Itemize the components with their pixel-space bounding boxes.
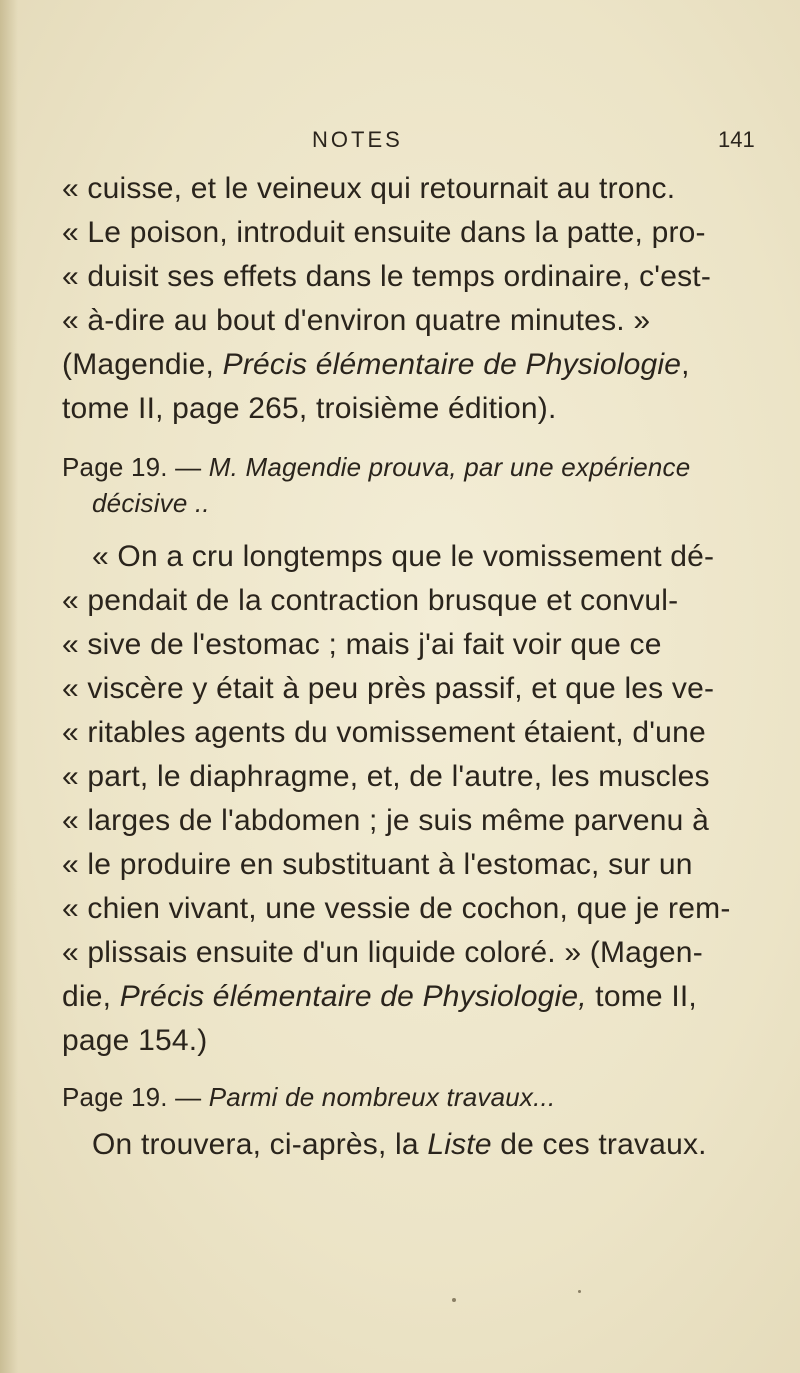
quote-citation-page: page 154.): [62, 1024, 208, 1057]
note-heading-2-label: Page 19. —: [62, 1082, 209, 1112]
closing-lead: On trouvera, ci-après, la: [92, 1128, 428, 1161]
quote-citation-volume: tome II,: [586, 980, 697, 1013]
paper-speck: [452, 1298, 456, 1302]
text-line-2: « Le poison, introduit ensuite dans la patte, pro-: [62, 216, 706, 249]
citation-line: [62, 348, 690, 382]
quote-line-2: « pendait de la contraction brusque et convul-: [62, 584, 679, 617]
citation-punct: ,: [681, 348, 690, 381]
quote-line-4: « viscère y était à peu près passif, et que les ve-: [62, 672, 715, 705]
quote-line-1: « On a cru longtemps que le vomissement dé-: [92, 540, 715, 573]
note-heading-1: [62, 452, 690, 483]
quote-line-8: « le produire en substituant à l'estomac, sur un: [62, 848, 693, 881]
quote-line-6: « part, le diaphragme, et, de l'autre, les muscles: [62, 760, 710, 793]
quote-line-9: « chien vivant, une vessie de cochon, que je rem-: [62, 892, 731, 925]
citation-detail: tome II, page 265, troisième édition).: [62, 392, 557, 425]
note-heading-2-title: Parmi de nombreux travaux...: [208, 1082, 556, 1112]
quote-line-7: « larges de l'abdomen ; je suis même parvenu à: [62, 804, 709, 837]
closing-tail: de ces travaux.: [491, 1128, 707, 1161]
text-line-1: « cuisse, et le veineux qui retournait au tronc.: [62, 172, 676, 205]
quote-citation-line: [62, 980, 697, 1014]
quote-citation-lead: die,: [62, 980, 120, 1013]
page-gutter-shadow: [0, 0, 18, 1373]
text-line-3: « duisit ses effets dans le temps ordinaire, c'est-: [62, 260, 712, 293]
quote-line-5: « ritables agents du vomissement étaient, d'une: [62, 716, 706, 749]
note-heading-1-title-cont: décisive ..: [92, 488, 210, 518]
paper-speck: [578, 1290, 581, 1293]
closing-list-word: Liste: [427, 1128, 492, 1161]
note-heading-2: [62, 1082, 555, 1113]
quote-citation-work-title: Précis élémentaire de Physiologie,: [119, 980, 587, 1013]
note-heading-1-title: M. Magendie prouva, par une expérience: [208, 452, 691, 482]
text-line-4: « à-dire au bout d'environ quatre minutes. »: [62, 304, 651, 337]
quote-line-10: « plissais ensuite d'un liquide coloré. » (Magen-: [62, 936, 703, 969]
page-number: 141: [718, 127, 755, 152]
citation-author: (Magendie,: [62, 348, 223, 381]
citation-work-title: Précis élémentaire de Physiologie: [222, 348, 682, 381]
closing-line: [92, 1128, 707, 1162]
running-head: [0, 127, 800, 157]
running-head-title: NOTES: [312, 127, 403, 152]
note-heading-1-label: Page 19. —: [62, 452, 209, 482]
quote-line-3: « sive de l'estomac ; mais j'ai fait voir que ce: [62, 628, 662, 661]
